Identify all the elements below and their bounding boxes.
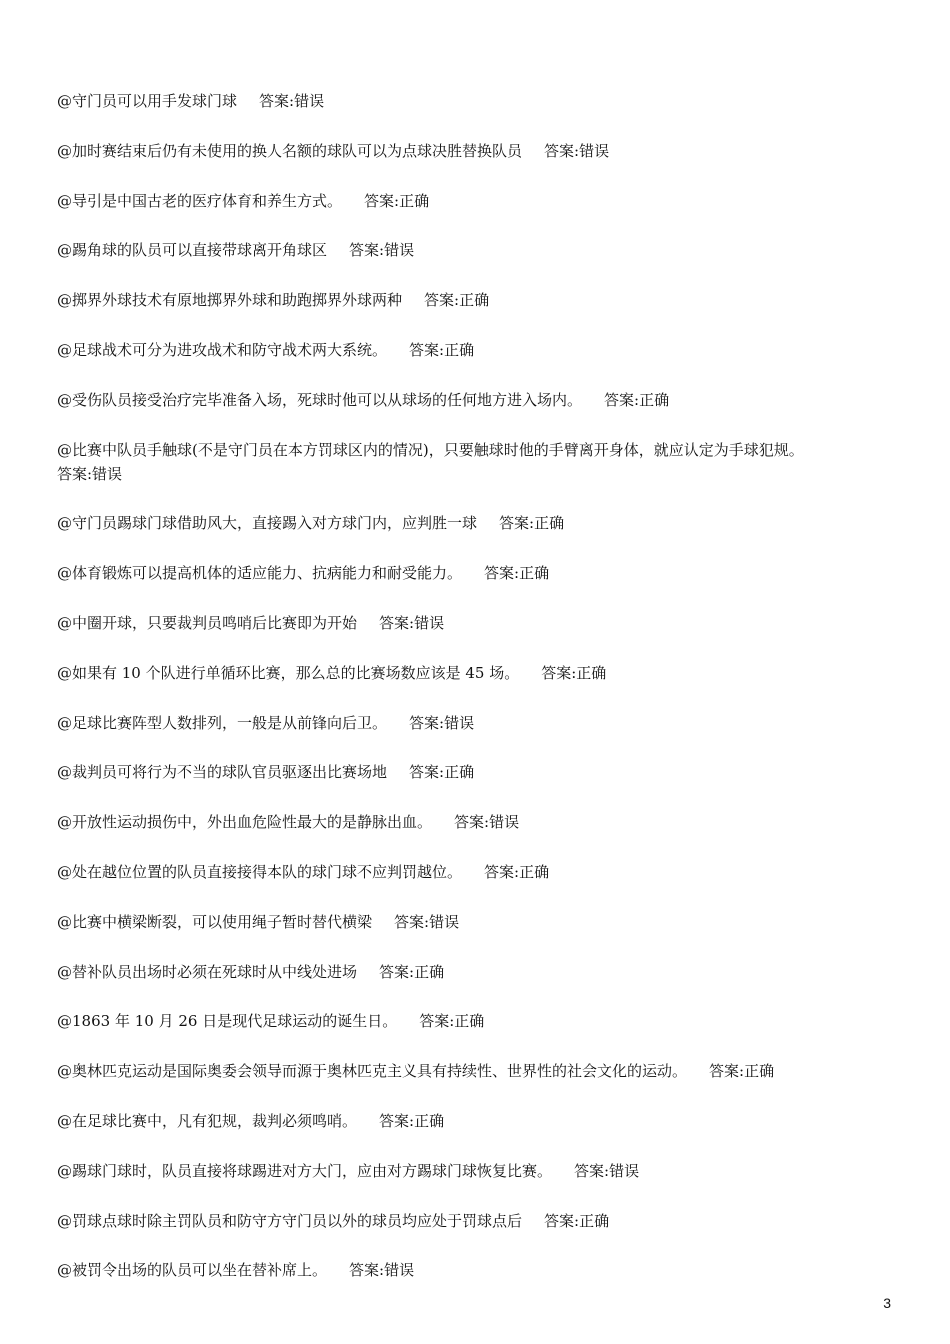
answer-text: 答案:正确	[364, 191, 430, 210]
question-text: @比赛中队员手触球(不是守门员在本方罚球区内的情况)，只要触球时他的手臂离开身体，就应认定为手球犯规。	[57, 440, 804, 459]
list-item	[57, 960, 897, 984]
question-text: @掷界外球技术有原地掷界外球和助跑掷界外球两种	[57, 291, 403, 310]
answer-text: 答案:正确	[424, 291, 490, 310]
question-text: @1863 年 10 月 26 日是现代足球运动的诞生日。	[57, 1012, 398, 1031]
answer-text: 答案:正确	[499, 514, 565, 533]
list-item	[57, 511, 897, 535]
question-text: @比赛中横梁断裂，可以使用绳子暂时替代横梁	[57, 912, 373, 931]
question-list	[57, 89, 897, 1308]
answer-text: 答案:错误	[454, 813, 520, 832]
list-item	[57, 611, 897, 635]
question-text: @替补队员出场时必须在死球时从中线处进场	[57, 962, 358, 981]
question-text: @踢角球的队员可以直接带球离开角球区	[57, 241, 328, 260]
answer-text: 答案:正确	[379, 962, 445, 981]
question-text: @处在越位位置的队员直接接得本队的球门球不应判罚越位。	[57, 862, 463, 881]
page-number: 3	[883, 1295, 891, 1311]
answer-text: 答案:正确	[409, 340, 475, 359]
list-item	[57, 561, 897, 585]
list-item	[57, 1159, 897, 1183]
list-item	[57, 338, 897, 362]
list-item	[57, 1009, 897, 1033]
question-text: @开放性运动损伤中，外出血危险性最大的是静脉出血。	[57, 813, 433, 832]
list-item	[57, 1258, 897, 1282]
question-text: @裁判员可将行为不当的球队官员驱逐出比赛场地	[57, 763, 388, 782]
list-item	[57, 711, 897, 735]
answer-text: 答案:错误	[57, 464, 123, 483]
answer-text: 答案:错误	[544, 141, 610, 160]
question-text: @导引是中国古老的医疗体育和养生方式。	[57, 191, 343, 210]
question-text: @守门员踢球门球借助风大，直接踢入对方球门内，应判胜一球	[57, 514, 478, 533]
question-text: @如果有 10 个队进行单循环比赛，那么总的比赛场数应该是 45 场。	[57, 663, 520, 682]
list-item	[57, 910, 897, 934]
list-item	[57, 860, 897, 884]
question-text: @足球比赛阵型人数排列，一般是从前锋向后卫。	[57, 713, 388, 732]
list-item	[57, 238, 897, 262]
list-item	[57, 388, 897, 412]
answer-text: 答案:错误	[394, 912, 460, 931]
list-item	[57, 288, 897, 312]
answer-text: 答案:正确	[409, 763, 475, 782]
answer-text: 答案:错误	[409, 713, 475, 732]
question-text: @被罚令出场的队员可以坐在替补席上。	[57, 1261, 328, 1280]
list-item	[57, 139, 897, 163]
question-text: @足球战术可分为进攻战术和防守战术两大系统。	[57, 340, 388, 359]
list-item	[57, 438, 897, 486]
question-text: @奥林匹克运动是国际奥委会领导而源于奥林匹克主义具有持续性、世界性的社会文化的运动。	[57, 1062, 688, 1081]
answer-text: 答案:正确	[544, 1211, 610, 1230]
question-text: @在足球比赛中，凡有犯规，裁判必须鸣哨。	[57, 1111, 358, 1130]
answer-text: 答案:错误	[379, 613, 445, 632]
question-text: @中圈开球，只要裁判员鸣哨后比赛即为开始	[57, 613, 358, 632]
list-item	[57, 1209, 897, 1233]
question-text: @体育锻炼可以提高机体的适应能力、抗病能力和耐受能力。	[57, 564, 463, 583]
list-item	[57, 1059, 897, 1083]
answer-text: 答案:正确	[484, 564, 550, 583]
answer-text: 答案:错误	[349, 1261, 415, 1280]
answer-text: 答案:错误	[349, 241, 415, 260]
question-text: @加时赛结束后仍有未使用的换人名额的球队可以为点球决胜替换队员	[57, 141, 523, 160]
list-item	[57, 89, 897, 113]
question-text: @守门员可以用手发球门球	[57, 92, 238, 110]
answer-text: 答案:正确	[484, 862, 550, 881]
answer-text: 答案:正确	[541, 663, 607, 682]
list-item	[57, 661, 897, 685]
list-item	[57, 760, 897, 784]
answer-text: 答案:正确	[419, 1012, 485, 1031]
list-item	[57, 810, 897, 834]
list-item	[57, 189, 897, 213]
answer-text: 答案:错误	[259, 92, 325, 110]
question-text: @罚球点球时除主罚队员和防守方守门员以外的球员均应处于罚球点后	[57, 1211, 523, 1230]
list-item	[57, 1109, 897, 1133]
answer-text: 答案:正确	[604, 390, 670, 409]
answer-text: 答案:正确	[709, 1062, 775, 1081]
answer-text: 答案:错误	[574, 1161, 640, 1180]
question-text: @受伤队员接受治疗完毕准备入场，死球时他可以从球场的任何地方进入场内。	[57, 390, 583, 409]
question-text: @踢球门球时，队员直接将球踢进对方大门，应由对方踢球门球恢复比赛。	[57, 1161, 553, 1180]
answer-text: 答案:正确	[379, 1111, 445, 1130]
